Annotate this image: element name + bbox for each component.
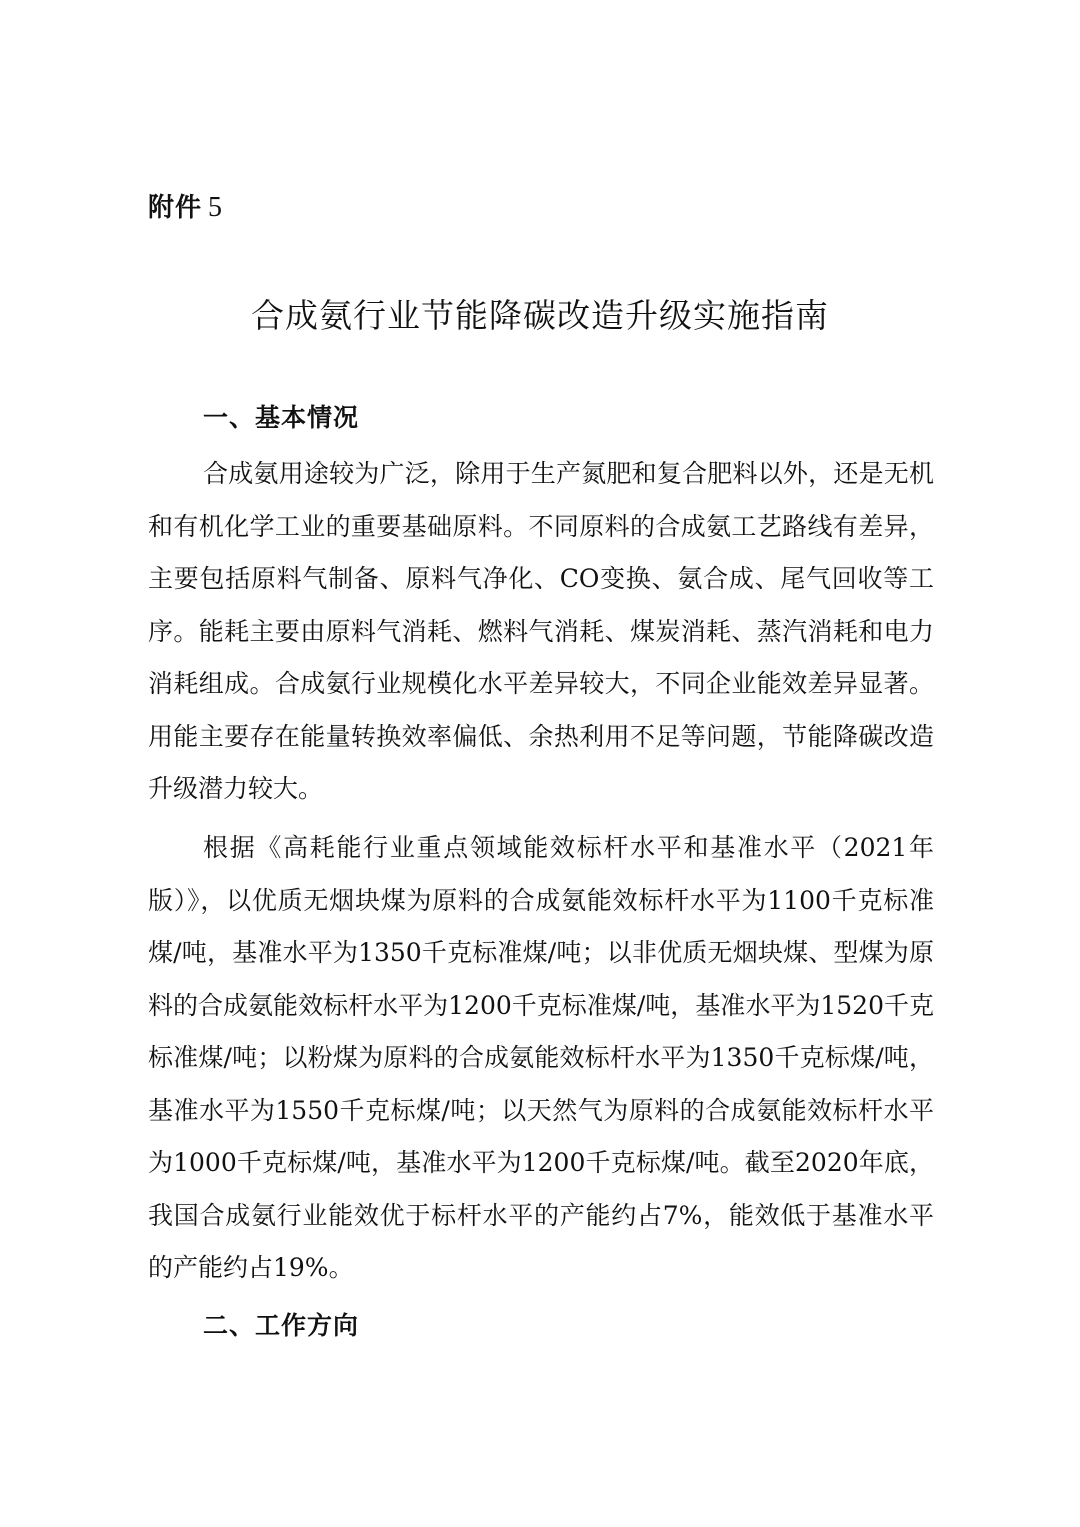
section-heading-work-direction: 二、工作方向	[203, 1311, 360, 1340]
attachment-word: 附件	[148, 193, 203, 223]
paragraph-overview: 合成氨用途较为广泛，除用于生产氮肥和复合肥料以外，还是无机和有机化学工业的重要基础原料。不同原料的合成氨工艺路线有差异，主要包括原料气制备、原料气净化、CO变换、氨合成、尾气回收等工序。能耗主要由原料气消耗、燃料气消耗、煤炭消耗、蒸汽消耗和电力消耗组成。合成氨行业规模化水平差异较大，不同企业能效差异显著。用能主要存在能量转换效率偏低、余热利用不足等问题，节能降碳改造升级潜力较大。	[148, 459, 934, 803]
document-title: 合成氨行业节能降碳改造升级实施指南	[251, 296, 829, 335]
attachment-label	[148, 188, 223, 228]
section-heading-basic-situation: 一、基本情况	[203, 403, 360, 432]
attachment-number: 5	[208, 192, 224, 223]
paragraph-benchmark-levels: 根据《高耗能行业重点领域能效标杆水平和基准水平（2021年版）》，以优质无烟块煤为原料的合成氨能效标杆水平为1100千克标准煤/吨，基准水平为1350千克标准煤/吨；以非优质无烟块煤、型煤为原料的合成氨能效标杆水平为1200千克标准煤/吨，基准水平为1520千克标准煤/吨；以粉煤为原料的合成氨能效标杆水平为1350千克标煤/吨，基准水平为1550千克标煤/吨；以天然气为原料的合成氨能效标杆水平为1000千克标煤/吨，基准水平为1200千克标煤/吨。截至2020年底，我国合成氨行业能效优于标杆水平的产能约占7%，能效低于基准水平的产能约占19%。	[148, 833, 934, 1282]
